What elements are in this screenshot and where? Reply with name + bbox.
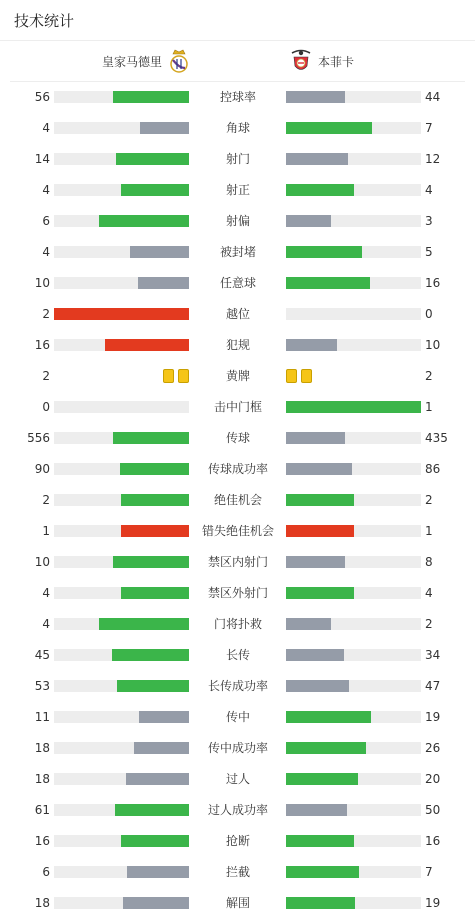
away-stat-value: 4 <box>425 586 433 600</box>
away-bar-track <box>286 463 421 475</box>
home-team[interactable] <box>102 41 190 81</box>
stat-row <box>0 740 475 756</box>
home-bar-fill <box>117 680 189 692</box>
away-bar-track <box>286 91 421 103</box>
away-bar-fill <box>286 587 354 599</box>
stat-label: 控球率 <box>219 90 256 104</box>
home-bar-fill <box>113 91 189 103</box>
away-stat-value: 50 <box>425 803 441 817</box>
away-bar-track <box>286 184 421 196</box>
stat-label: 过人成功率 <box>207 803 268 817</box>
stat-row <box>0 709 475 725</box>
away-stat-value: 20 <box>425 772 441 786</box>
away-bar-fill <box>286 184 354 196</box>
stat-label: 黄牌 <box>225 369 250 383</box>
home-bar-fill <box>113 556 189 568</box>
home-bar-track <box>54 649 189 661</box>
stat-row <box>0 895 475 911</box>
stat-label: 长传成功率 <box>207 679 268 693</box>
away-stat-value: 2 <box>425 493 433 507</box>
home-bar-track <box>54 835 189 847</box>
away-bar-fill <box>286 897 355 909</box>
stat-row <box>0 368 475 384</box>
home-bar-track <box>54 711 189 723</box>
away-stat-value: 44 <box>425 90 441 104</box>
home-bar-track <box>54 804 189 816</box>
away-bar-fill <box>286 246 362 258</box>
stat-label: 射正 <box>225 183 250 197</box>
home-bar-fill <box>139 711 189 723</box>
home-stat-value: 90 <box>34 462 50 476</box>
stat-row <box>0 275 475 291</box>
home-bar-fill <box>99 215 189 227</box>
home-bar-track <box>54 277 189 289</box>
away-bar-fill <box>286 122 372 134</box>
away-team[interactable] <box>290 41 354 81</box>
away-bar-track <box>286 649 421 661</box>
away-bar-track <box>286 556 421 568</box>
away-bar-track <box>286 432 421 444</box>
stat-row <box>0 430 475 446</box>
away-bar-track <box>286 587 421 599</box>
home-bar-track <box>54 494 189 506</box>
yellow-card-icon <box>178 369 189 383</box>
home-stat-value: 4 <box>42 183 50 197</box>
away-stat-value: 26 <box>425 741 441 755</box>
stat-label: 角球 <box>225 121 250 135</box>
home-bar-fill <box>113 432 189 444</box>
home-bar-fill <box>130 246 189 258</box>
away-stat-value: 435 <box>425 431 448 445</box>
stat-label: 拦截 <box>225 865 250 879</box>
away-bar-track <box>286 308 421 320</box>
away-bar-track <box>286 153 421 165</box>
stat-row <box>0 492 475 508</box>
stat-label: 抢断 <box>225 834 250 848</box>
away-stat-value: 7 <box>425 865 433 879</box>
home-bar-track <box>54 308 189 320</box>
home-bar-fill <box>120 463 189 475</box>
home-bar-fill <box>140 122 189 134</box>
stat-label: 传球 <box>225 431 250 445</box>
home-stat-value: 2 <box>42 369 50 383</box>
home-bar-fill <box>115 804 189 816</box>
stat-row <box>0 151 475 167</box>
yellow-card-icon <box>301 369 312 383</box>
home-bar-track <box>54 153 189 165</box>
away-bar-fill <box>286 91 345 103</box>
stat-label: 绝佳机会 <box>213 493 262 507</box>
home-bar-fill <box>138 277 189 289</box>
away-stat-value: 10 <box>425 338 441 352</box>
away-bar-fill <box>286 711 371 723</box>
away-bar-fill <box>286 153 348 165</box>
away-yellow-cards <box>286 369 312 383</box>
home-stat-value: 4 <box>42 245 50 259</box>
away-bar-fill <box>286 649 344 661</box>
away-stat-value: 19 <box>425 710 441 724</box>
stat-row <box>0 306 475 322</box>
away-bar-track <box>286 742 421 754</box>
away-bar-track <box>286 773 421 785</box>
away-stat-value: 2 <box>425 617 433 631</box>
away-stat-value: 1 <box>425 400 433 414</box>
away-bar-fill <box>286 525 354 537</box>
home-bar-track <box>54 122 189 134</box>
home-bar-track <box>54 339 189 351</box>
away-bar-track <box>286 122 421 134</box>
stat-row <box>0 554 475 570</box>
away-stat-value: 8 <box>425 555 433 569</box>
away-bar-fill <box>286 494 354 506</box>
away-bar-track <box>286 215 421 227</box>
stat-label: 门将扑救 <box>213 617 262 631</box>
away-stat-value: 47 <box>425 679 441 693</box>
stat-label: 禁区内射门 <box>207 555 268 569</box>
home-bar-fill <box>112 649 189 661</box>
home-stat-value: 18 <box>34 772 50 786</box>
home-bar-fill <box>116 153 189 165</box>
home-stat-value: 11 <box>34 710 50 724</box>
stat-row <box>0 399 475 415</box>
home-bar-fill <box>121 587 189 599</box>
stat-row <box>0 833 475 849</box>
away-bar-fill <box>286 680 349 692</box>
away-bar-track <box>286 339 421 351</box>
home-stat-value: 4 <box>42 617 50 631</box>
home-bar-track <box>54 556 189 568</box>
stat-row <box>0 523 475 539</box>
away-stat-value: 3 <box>425 214 433 228</box>
stat-label: 传中 <box>225 710 250 724</box>
benfica-crest-icon <box>290 48 312 74</box>
stat-label: 被封堵 <box>219 245 256 259</box>
home-stat-value: 2 <box>42 493 50 507</box>
home-stat-value: 16 <box>34 338 50 352</box>
away-bar-fill <box>286 773 358 785</box>
stat-row <box>0 213 475 229</box>
away-stat-value: 1 <box>425 524 433 538</box>
home-bar-track <box>54 866 189 878</box>
home-bar-fill <box>126 773 189 785</box>
home-stat-value: 18 <box>34 896 50 910</box>
home-stat-value: 4 <box>42 121 50 135</box>
away-bar-track <box>286 835 421 847</box>
stat-row <box>0 616 475 632</box>
teams-row <box>10 41 465 82</box>
yellow-card-icon <box>286 369 297 383</box>
stat-label: 任意球 <box>219 276 256 290</box>
stat-label: 长传 <box>225 648 250 662</box>
stat-label: 过人 <box>225 772 250 786</box>
away-stat-value: 16 <box>425 834 441 848</box>
away-bar-track <box>286 246 421 258</box>
away-bar-fill <box>286 215 331 227</box>
away-bar-track <box>286 618 421 630</box>
stat-label: 射门 <box>225 152 250 166</box>
home-bar-fill <box>121 525 189 537</box>
stat-row <box>0 802 475 818</box>
stat-row <box>0 337 475 353</box>
home-bar-fill <box>123 897 189 909</box>
home-stat-value: 6 <box>42 214 50 228</box>
home-stat-value: 4 <box>42 586 50 600</box>
home-stat-value: 2 <box>42 307 50 321</box>
home-bar-fill <box>134 742 189 754</box>
home-stat-value: 10 <box>34 276 50 290</box>
away-team-name: 本菲卡 <box>318 54 355 69</box>
away-bar-fill <box>286 835 354 847</box>
home-stat-value: 10 <box>34 555 50 569</box>
home-yellow-cards <box>163 369 189 383</box>
yellow-card-icon <box>163 369 174 383</box>
home-stat-value: 53 <box>34 679 50 693</box>
stat-label: 错失绝佳机会 <box>201 524 274 538</box>
stat-row <box>0 678 475 694</box>
away-bar-track <box>286 525 421 537</box>
home-bar-track <box>54 773 189 785</box>
away-bar-fill <box>286 339 337 351</box>
stat-label: 射偏 <box>225 214 250 228</box>
away-bar-fill <box>286 277 370 289</box>
stat-label: 禁区外射门 <box>207 586 268 600</box>
home-bar-track <box>54 184 189 196</box>
home-bar-fill <box>121 835 189 847</box>
section-header <box>0 0 475 41</box>
home-stat-value: 45 <box>34 648 50 662</box>
away-bar-track <box>286 277 421 289</box>
home-stat-value: 6 <box>42 865 50 879</box>
home-bar-track <box>54 525 189 537</box>
away-stat-value: 12 <box>425 152 441 166</box>
stat-row <box>0 182 475 198</box>
away-bar-fill <box>286 742 366 754</box>
stat-row <box>0 244 475 260</box>
home-bar-fill <box>105 339 189 351</box>
home-bar-track <box>54 215 189 227</box>
away-bar-track <box>286 804 421 816</box>
home-bar-fill <box>121 184 189 196</box>
away-stat-value: 19 <box>425 896 441 910</box>
home-stat-value: 14 <box>34 152 50 166</box>
stat-row <box>0 771 475 787</box>
stat-label: 击中门框 <box>213 400 262 414</box>
away-stat-value: 7 <box>425 121 433 135</box>
away-stat-value: 86 <box>425 462 441 476</box>
home-bar-track <box>54 618 189 630</box>
stat-row <box>0 120 475 136</box>
away-stat-value: 5 <box>425 245 433 259</box>
away-stat-value: 0 <box>425 307 433 321</box>
stat-row <box>0 647 475 663</box>
home-stat-value: 16 <box>34 834 50 848</box>
away-bar-track <box>286 711 421 723</box>
away-bar-track <box>286 866 421 878</box>
home-stat-value: 1 <box>42 524 50 538</box>
home-team-name: 皇家马德里 <box>102 54 163 69</box>
stat-row <box>0 864 475 880</box>
away-bar-fill <box>286 618 331 630</box>
away-bar-track <box>286 897 421 909</box>
home-bar-track <box>54 897 189 909</box>
away-bar-fill <box>286 463 352 475</box>
home-stat-value: 56 <box>34 90 50 104</box>
home-bar-track <box>54 680 189 692</box>
home-stat-value: 18 <box>34 741 50 755</box>
home-bar-fill <box>121 494 189 506</box>
stat-row <box>0 89 475 105</box>
home-bar-track <box>54 432 189 444</box>
away-stat-value: 16 <box>425 276 441 290</box>
away-bar-fill <box>286 556 345 568</box>
home-bar-fill <box>127 866 189 878</box>
away-stat-value: 4 <box>425 183 433 197</box>
away-stat-value: 34 <box>425 648 441 662</box>
away-bar-fill <box>286 804 347 816</box>
home-bar-track <box>54 463 189 475</box>
away-bar-fill <box>286 866 359 878</box>
stat-row <box>0 585 475 601</box>
home-stat-value: 556 <box>27 431 50 445</box>
section-title: 技术统计 <box>14 11 75 30</box>
away-bar-track <box>286 494 421 506</box>
away-stat-value: 2 <box>425 369 433 383</box>
away-bar-track <box>286 401 421 413</box>
home-stat-value: 61 <box>34 803 50 817</box>
away-bar-fill <box>286 432 345 444</box>
stat-label: 犯规 <box>225 338 250 352</box>
home-bar-track <box>54 246 189 258</box>
real-madrid-crest-icon <box>168 48 190 74</box>
away-bar-track <box>286 680 421 692</box>
stat-label: 解围 <box>225 896 250 910</box>
stat-label: 传球成功率 <box>207 462 268 476</box>
stat-label: 越位 <box>225 307 250 321</box>
home-bar-track <box>54 91 189 103</box>
home-bar-fill <box>99 618 189 630</box>
stat-label: 传中成功率 <box>207 741 268 755</box>
away-bar-fill <box>286 401 421 413</box>
stat-row <box>0 461 475 477</box>
home-bar-track <box>54 401 189 413</box>
home-bar-fill <box>54 308 189 320</box>
home-bar-track <box>54 587 189 599</box>
home-bar-track <box>54 742 189 754</box>
home-stat-value: 0 <box>42 400 50 414</box>
